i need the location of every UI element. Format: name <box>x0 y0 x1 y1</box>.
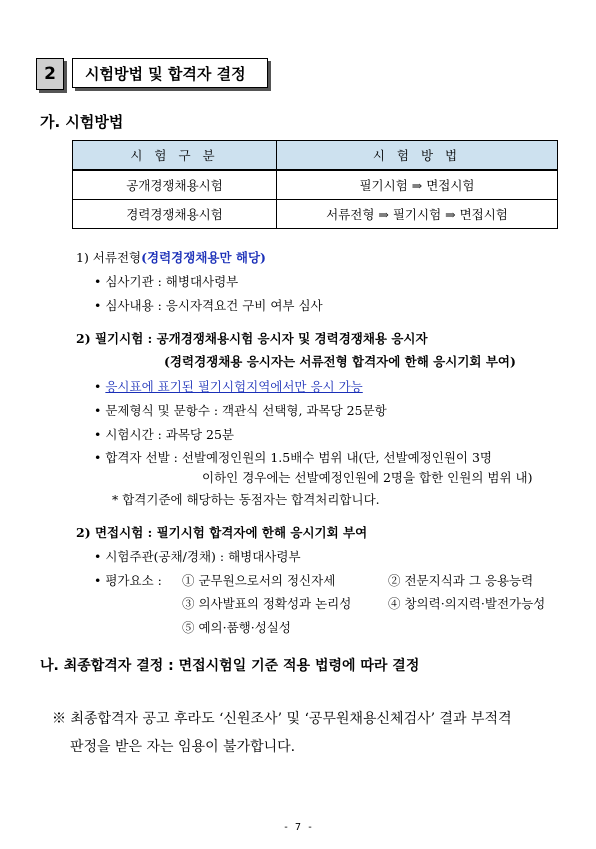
section-header <box>36 58 272 92</box>
list-item: • 합격자 선발 : 선발예정인원의 1.5배수 범위 내(단, 선발예정인원이 3명 <box>94 450 492 465</box>
footnote: * 합격기준에 해당하는 동점자는 합격처리합니다. <box>112 492 380 507</box>
table-row <box>73 170 558 200</box>
evaluation-item: ⑤ 예의·품행·성실성 <box>182 620 291 635</box>
section-title: 시험방법 및 합격자 결정 <box>72 58 268 88</box>
evaluation-item: ④ 창의력·의지력·발전가능성 <box>388 596 546 611</box>
item-written-exam-title: 2) 필기시험 : 공개경쟁채용시험 응시자 및 경력경쟁채용 응시자 <box>76 331 428 346</box>
notice-line: ※ 최종합격자 공고 후라도 ‘신원조사’ 및 ‘공무원채용신체검사’ 결과 부적격 <box>52 711 512 727</box>
table-cell: 경력경쟁채용시험 <box>73 200 277 229</box>
sub-heading-final-decision: 나. 최종합격자 결정 : 면접시험일 기준 적용 법령에 따라 결정 <box>40 658 420 674</box>
evaluation-label: • 평가요소 : <box>94 573 162 588</box>
list-item: • 시험시간 : 과목당 25분 <box>94 427 234 442</box>
table-cell: 공개경쟁채용시험 <box>73 170 277 200</box>
section-number: 2 <box>36 58 64 90</box>
page-number: - 7 - <box>282 822 314 833</box>
sub-heading-exam-method: 가. 시험방법 <box>40 113 124 131</box>
list-item: • 심사내용 : 응시자격요건 구비 여부 심사 <box>94 298 323 313</box>
item-interview-title: 2) 면접시험 : 필기시험 합격자에 한해 응시기회 부여 <box>76 525 368 540</box>
list-item: • 심사기관 : 해병대사령부 <box>94 274 239 289</box>
item-written-exam-subtitle: (경력경쟁채용 응시자는 서류전형 합격자에 한해 응시기회 부여) <box>164 354 516 369</box>
evaluation-item: ③ 의사발표의 정확성과 논리성 <box>182 596 352 611</box>
table-row <box>73 200 558 229</box>
exam-method-table <box>72 140 558 229</box>
table-header-row <box>73 141 558 171</box>
table-cell: 서류전형 ⇒ 필기시험 ⇒ 면접시험 <box>277 200 558 229</box>
exam-location-link[interactable]: 응시표에 표기된 필기시험지역에서만 응시 가능 <box>105 379 363 394</box>
list-item: • 시험주관(공채/경채) : 해병대사령부 <box>94 549 301 564</box>
evaluation-item: ① 군무원으로서의 정신자세 <box>182 573 336 588</box>
evaluation-item: ② 전문지식과 그 응용능력 <box>388 573 534 588</box>
table-header-cell: 시 험 구 분 <box>73 141 277 171</box>
notice-line: 판정을 받은 자는 임용이 불가합니다. <box>70 739 296 755</box>
list-item: • 문제형식 및 문항수 : 객관식 선택형, 과목당 25문항 <box>94 403 387 418</box>
list-item-continuation: 이하인 경우에는 선발예정인원에 2명을 합한 인원의 범위 내) <box>202 470 533 485</box>
bullet-prefix: • <box>94 379 106 394</box>
item-title: 1) 서류전형 <box>76 250 142 265</box>
item-note: (경력경쟁채용만 해당) <box>141 250 266 265</box>
list-item <box>94 377 363 395</box>
table-cell: 필기시험 ⇒ 면접시험 <box>277 170 558 200</box>
table-header-cell: 시 험 방 법 <box>277 141 558 171</box>
item-document-screening <box>76 248 266 266</box>
